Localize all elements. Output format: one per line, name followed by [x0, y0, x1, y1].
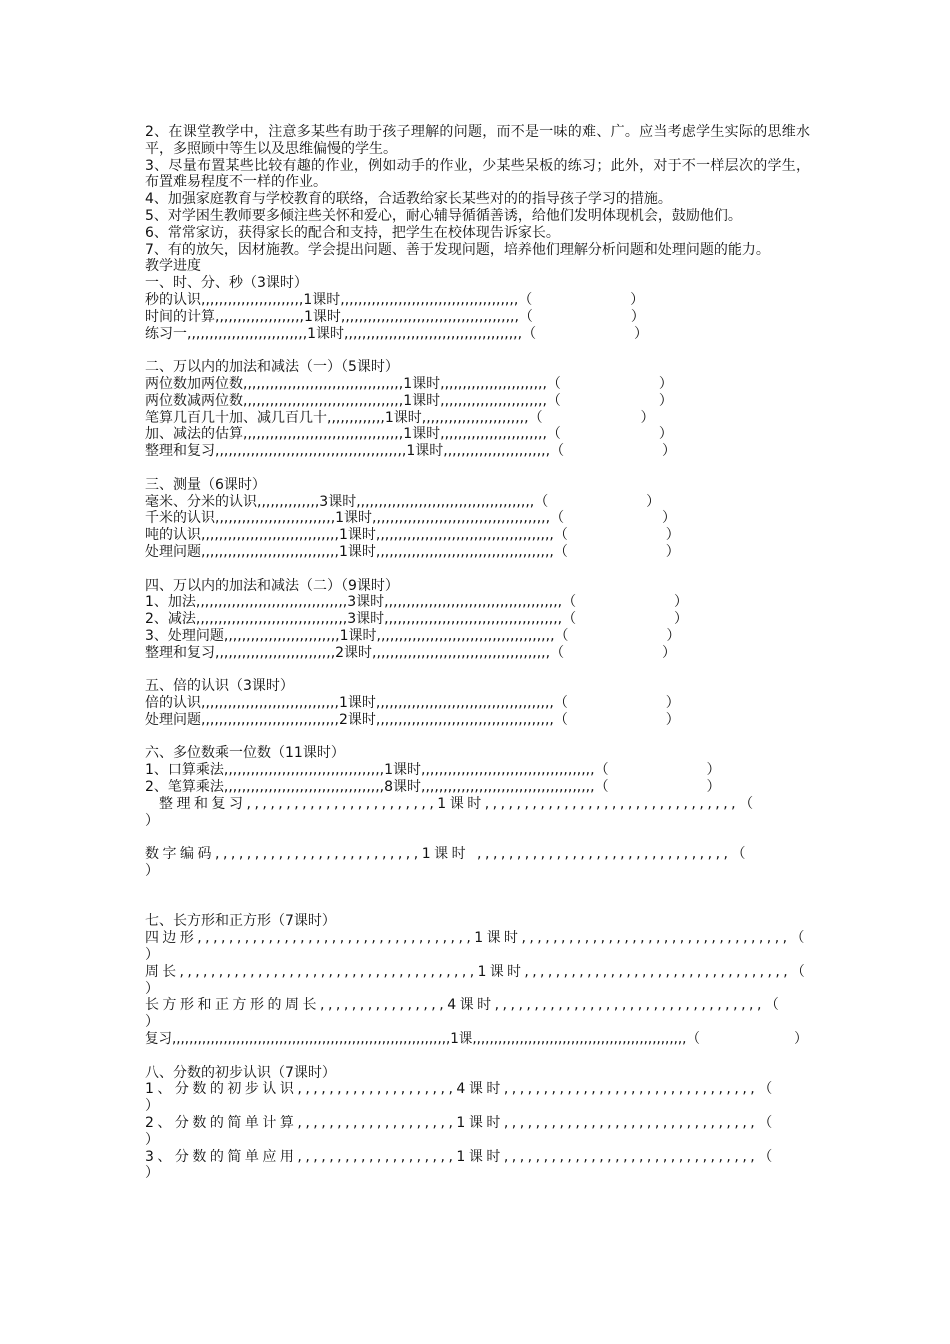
schedule-row: 千米的认识,,,,,,,,,,,,,,,,,,,,,,,,,,,1课时,,,,,,,,,,,,,,,,,,,,,,,,,,,,,,,,,,,,,,,,（ ）	[145, 510, 676, 527]
section-heading-7: 七、长方形和正方形（7课时）	[145, 913, 336, 930]
schedule-row: 毫米、分米的认识,,,,,,,,,,,,,,3课时,,,,,,,,,,,,,,,,,,,,,,,,,,,,,,,,,,,,,,,,（ ）	[145, 493, 661, 510]
schedule-row: 吨的认识,,,,,,,,,,,,,,,,,,,,,,,,,,,,,,,1课时,,,,,,,,,,,,,,,,,,,,,,,,,,,,,,,,,,,,,,,,（ ）	[145, 527, 680, 544]
schedule-row: 2、分数的简单计算,,,,,,,,,,,,,,,,,,,,1课时,,,,,,,,,,,,,,,,,,,,,,,,,,,,,,,,（	[145, 1115, 776, 1132]
schedule-row: 3、处理问题,,,,,,,,,,,,,,,,,,,,,,,,,,1课时,,,,,,,,,,,,,,,,,,,,,,,,,,,,,,,,,,,,,,,,（ ）	[145, 627, 681, 644]
schedule-row: 3、分数的简单应用,,,,,,,,,,,,,,,,,,,,1课时,,,,,,,,,,,,,,,,,,,,,,,,,,,,,,,,（	[145, 1148, 776, 1165]
spacer	[145, 829, 810, 846]
section-heading-5: 五、倍的认识（3课时）	[145, 678, 294, 695]
schedule-row: 四边形,,,,,,,,,,,,,,,,,,,,,,,,,,,,,,,,,,,1课时,,,,,,,,,,,,,,,,,,,,,,,,,,,,,,,,,,（	[145, 930, 808, 947]
bracket-close: ）	[145, 1165, 159, 1182]
progress-title: 教学进度	[145, 258, 201, 275]
spacer	[145, 729, 810, 746]
schedule-row: 秒的认识,,,,,,,,,,,,,,,,,,,,,,,1课时,,,,,,,,,,,,,,,,,,,,,,,,,,,,,,,,,,,,,,,,（ ）	[145, 291, 645, 308]
schedule-row: 时间的计算,,,,,,,,,,,,,,,,,,,,1课时,,,,,,,,,,,,,,,,,,,,,,,,,,,,,,,,,,,,,,,,（ ）	[145, 308, 645, 325]
schedule-row: 1、口算乘法,,,,,,,,,,,,,,,,,,,,,,,,,,,,,,,,,,,,1课时,,,,,,,,,,,,,,,,,,,,,,,,,,,,,,,,,,,,,,,（ ）	[145, 762, 721, 779]
spacer	[145, 460, 810, 477]
section-heading-6: 六、多位数乘一位数（11课时）	[145, 745, 345, 762]
section-heading-1: 一、时、分、秒（3课时）	[145, 275, 308, 292]
bracket-close: ）	[145, 1014, 159, 1031]
schedule-row: 笔算几百几十加、减几百几十,,,,,,,,,,,,,1课时,,,,,,,,,,,,,,,,,,,,,,,,（ ）	[145, 409, 655, 426]
schedule-row: 1、加法,,,,,,,,,,,,,,,,,,,,,,,,,,,,,,,,,,3课时,,,,,,,,,,,,,,,,,,,,,,,,,,,,,,,,,,,,,,,,（ ）	[145, 594, 689, 611]
schedule-row: 2、笔算乘法,,,,,,,,,,,,,,,,,,,,,,,,,,,,,,,,,,,,8课时,,,,,,,,,,,,,,,,,,,,,,,,,,,,,,,,,,,,,,,（ ）	[145, 779, 721, 796]
schedule-row: 倍的认识,,,,,,,,,,,,,,,,,,,,,,,,,,,,,,,1课时,,,,,,,,,,,,,,,,,,,,,,,,,,,,,,,,,,,,,,,,（ ）	[145, 695, 680, 712]
intro-paragraph-3: 3、尽量布置某些比较有趣的作业，例如动手的作业，少某些呆板的练习；此外，对于不一样层次的学生，布置难易程度不一样的作业。	[145, 157, 810, 191]
intro-paragraph-6: 6、常常家访，获得家长的配合和支持，把学生在校体现告诉家长。	[145, 224, 560, 241]
section-heading-4: 四、万以内的加法和减法（二）（9课时）	[145, 577, 399, 594]
schedule-row: 两位数加两位数,,,,,,,,,,,,,,,,,,,,,,,,,,,,,,,,,,,,1课时,,,,,,,,,,,,,,,,,,,,,,,,（ ）	[145, 375, 673, 392]
schedule-row: 1、分数的初步认识,,,,,,,,,,,,,,,,,,,,4课时,,,,,,,,,,,,,,,,,,,,,,,,,,,,,,,,（	[145, 1081, 776, 1098]
intro-paragraph-2: 2、在课堂教学中，注意多某些有助于孩子理解的问题，而不是一味的难、广。应当考虑学生实际的思维水平，多照顾中等生以及思维偏慢的学生。	[145, 124, 810, 157]
bracket-close: ）	[145, 812, 159, 829]
schedule-row: 整理和复习,,,,,,,,,,,,,,,,,,,,,,,,1课时,,,,,,,,,,,,,,,,,,,,,,,,,,,,,,,,（	[159, 795, 757, 812]
schedule-row: 数字编码,,,,,,,,,,,,,,,,,,,,,,,,,,1课时 ,,,,,,,,,,,,,,,,,,,,,,,,,,,,,,,,（	[145, 846, 749, 863]
bracket-close: ）	[145, 947, 159, 964]
schedule-row: 加、减法的估算,,,,,,,,,,,,,,,,,,,,,,,,,,,,,,,,,,,,1课时,,,,,,,,,,,,,,,,,,,,,,,,（ ）	[145, 426, 673, 443]
bracket-close: ）	[145, 863, 159, 880]
schedule-row: 练习一,,,,,,,,,,,,,,,,,,,,,,,,,,,1课时,,,,,,,,,,,,,,,,,,,,,,,,,,,,,,,,,,,,,,,,（ ）	[145, 325, 648, 342]
schedule-row: 长方形和正方形的周长,,,,,,,,,,,,,,,,4课时,,,,,,,,,,,,,,,,,,,,,,,,,,,,,,,,,,（	[145, 997, 783, 1014]
intro-paragraph-7: 7、有的放矢，因材施教。学会提出问题、善于发现问题，培养他们理解分析问题和处理问题的能力。	[145, 241, 770, 258]
schedule-row: 2、减法,,,,,,,,,,,,,,,,,,,,,,,,,,,,,,,,,,3课时,,,,,,,,,,,,,,,,,,,,,,,,,,,,,,,,,,,,,,,,（ ）	[145, 611, 689, 628]
spacer	[145, 561, 810, 578]
schedule-row: 处理问题,,,,,,,,,,,,,,,,,,,,,,,,,,,,,,,1课时,,,,,,,,,,,,,,,,,,,,,,,,,,,,,,,,,,,,,,,,（ ）	[145, 543, 680, 560]
schedule-row: 整理和复习,,,,,,,,,,,,,,,,,,,,,,,,,,,2课时,,,,,,,,,,,,,,,,,,,,,,,,,,,,,,,,,,,,,,,,（ ）	[145, 644, 676, 661]
section-heading-8: 八、分数的初步认识（7课时）	[145, 1064, 336, 1081]
bracket-close: ）	[145, 1098, 159, 1115]
bracket-close: ）	[145, 980, 159, 997]
intro-paragraph-4: 4、加强家庭教育与学校教育的联络，合适教给家长某些对的的指导孩子学习的措施。	[145, 191, 672, 208]
spacer	[145, 662, 810, 679]
schedule-row: 整理和复习,,,,,,,,,,,,,,,,,,,,,,,,,,,,,,,,,,,,,,,,,,,1课时,,,,,,,,,,,,,,,,,,,,,,,,（ ）	[145, 443, 676, 460]
section-heading-3: 三、测量（6课时）	[145, 476, 266, 493]
schedule-row: 周长,,,,,,,,,,,,,,,,,,,,,,,,,,,,,,,,,,,,,,1课时,,,,,,,,,,,,,,,,,,,,,,,,,,,,,,,,,,（	[145, 963, 809, 980]
spacer	[145, 342, 810, 359]
schedule-row: 处理问题,,,,,,,,,,,,,,,,,,,,,,,,,,,,,,,2课时,,,,,,,,,,,,,,,,,,,,,,,,,,,,,,,,,,,,,,,,（ ）	[145, 711, 680, 728]
schedule-row: 两位数减两位数,,,,,,,,,,,,,,,,,,,,,,,,,,,,,,,,,,,,1课时,,,,,,,,,,,,,,,,,,,,,,,,（ ）	[145, 392, 673, 409]
document-body	[145, 124, 810, 1182]
spacer	[145, 880, 810, 914]
schedule-row: 复习,,,,,,,,,,,,,,,,,,,,,,,,,,,,,,,,,,,,,,,,,,,,,,,,,,,,,,,,,,,,,,,,,1课,,,,,,,,,,,,,,,,,,,,,,,,,,,,,,,,,,,,,,,,,,,,,,,,,,（ ）	[145, 1031, 808, 1048]
spacer	[145, 1048, 810, 1065]
intro-paragraph-5: 5、对学困生教师要多倾注些关怀和爱心，耐心辅导循循善诱，给他们发明体现机会，鼓励他们。	[145, 207, 742, 224]
bracket-close: ）	[145, 1131, 159, 1148]
section-heading-2: 二、万以内的加法和减法（一）（5课时）	[145, 359, 399, 376]
